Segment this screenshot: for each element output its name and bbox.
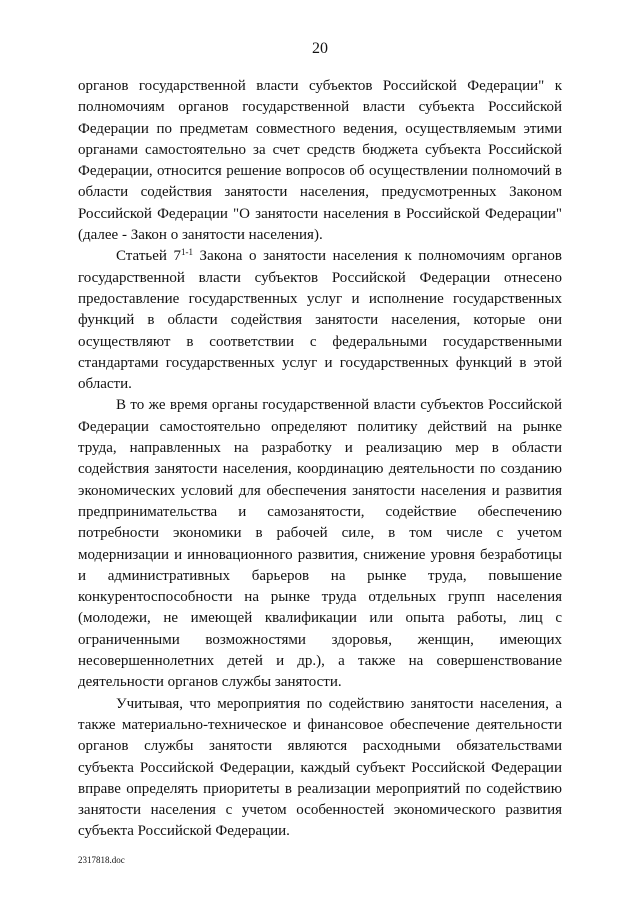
paragraph-2-rest: Закона о занятости населения к полномочиям органов государственной власти субъектов Российской Федерации отнесено предоставление государственных услуг и исполнение государственных функций в области содействия занятости населения, которые они осуществляют в соответствии с федеральными государственными стандартами государственных услуг и государственных функций в этой области. — [78, 248, 562, 393]
paragraph-2-start: Статьей 7 — [116, 248, 181, 265]
paragraph-3: В то же время органы государственной власти субъектов Российской Федерации самостоятельно определяют политику действий на рынке труда, направленных на разработку и реализацию мер в области содействия занятости населения, координацию деятельности по созданию экономических условий для обеспечения занятости населения и развития предпринимательства и самозанятости, содействие обеспечению потребности экономики в рабочей силе, в том числе с учетом модернизации и инновационного развития, снижение уровня безработицы и административных барьеров на рынке труда, повышение конкурентоспособности на рынке труда отдельных групп населения (молодежи, не имеющей квалификации или опыта работы, лиц с ограниченными возможностями здоровья, женщин, имеющих несовершеннолетних детей и др.), а также на совершенствование деятельности органов службы занятости. — [78, 397, 562, 691]
page-number: 20 — [312, 40, 328, 57]
paragraph-1: органов государственной власти субъектов Российской Федерации" к полномочиям органов государственной власти субъекта Российской Федерации по предметам совместного ведения, осуществляемым этими органами самостоятельно за счет средств бюджета субъекта Российской Федерации, относится решение вопросов об осуществлении полномочий в области содействия занятости населения, предусмотренных Законом Российской Федерации "О занятости населения в Российской Федерации" (далее - Закон о занятости населения). — [78, 78, 562, 244]
paragraph-4: Учитывая, что мероприятия по содействию занятости населения, а также материально-техническое и финансовое обеспечение деятельности органов службы занятости являются расходными обязательствами субъекта Российской Федерации, каждый субъект Российской Федерации вправе определять приоритеты в реализации мероприятий по содействию занятости населения с учетом особенностей экономического развития субъекта Российской Федерации. — [78, 695, 562, 840]
article-superscript: 1-1 — [180, 247, 193, 258]
paragraph-2 — [78, 246, 562, 395]
document-body — [78, 76, 562, 843]
footer-filename: 2317818.doc — [78, 855, 125, 865]
